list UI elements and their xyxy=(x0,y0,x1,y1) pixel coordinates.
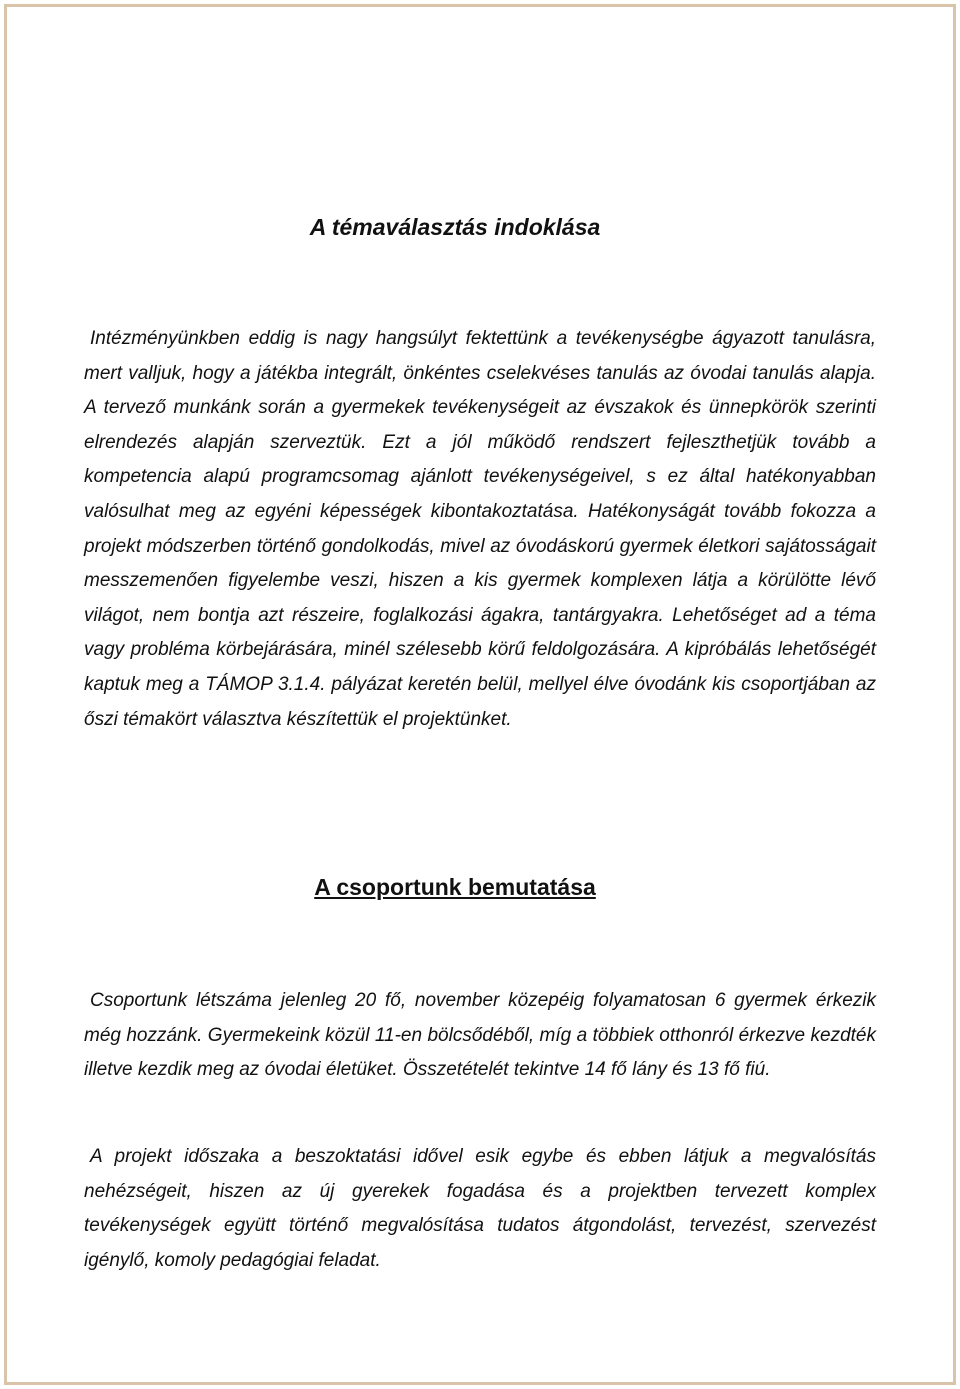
section-heading-topic-choice: A témaválasztás indoklása xyxy=(309,214,601,240)
section-heading-group: A csoportunk bemutatása xyxy=(314,874,596,900)
paragraph-text: A projekt időszaka a beszoktatási idővel esik egybe és ebben látjuk a megvalósítás nehézségeit, hiszen az új gyerekek fogadása és a projektben tervezett komplex tevékenységek együtt történő megvalósítása tudatos átgondolást, tervezést, szervezést igénylő, komoly pedagógiai feladat. xyxy=(84,1146,876,1271)
paragraph-project-period xyxy=(84,1140,876,1278)
paragraph-group-size xyxy=(84,984,876,1088)
paragraph-topic-choice xyxy=(84,322,876,737)
paragraph-text: Csoportunk létszáma jelenleg 20 fő, november közepéig folyamatosan 6 gyermek érkezik még hozzánk. Gyermekeink közül 11-en bölcsődéből, míg a többiek otthonról érkezve kezdték illetve kezdik meg az óvodai életüket. Összetételét tekintve 14 fő lány és 13 fő fiú. xyxy=(84,990,876,1081)
paragraph-text: Intézményünkben eddig is nagy hangsúlyt fektettünk a tevékenységbe ágyazott tanulásra, mert valljuk, hogy a játékba integrált, önkéntes cselekvéses tanulás az óvodai tanulás alapja. A tervező munkánk során a gyermekek tevékenységeit az évszakok és ünnepkörök szerinti elrendezés alapján szerveztük. Ezt a jól működő rendszert fejleszthetjük tovább a kompetencia alapú programcsomag ajánlott tevékenységeivel, s ez által hatékonyabban valósulhat meg az egyéni képességek kibontakoztatása. Hatékonyságát tovább fokozza a projekt módszerben történő gondolkodás, mivel az óvodáskorú gyermek életkori sajátosságait messzemenően figyelembe veszi, hiszen a kis gyermek komplexen látja a körülötte lévő világot, nem bontja azt részeire, foglalkozási ágakra, tantárgyakra. Lehetőséget ad a téma vagy probléma körbejárására, minél szélesebb körű feldolgozására. A kipróbálás lehetőségét kaptuk meg a TÁMOP 3.1.4. pályázat keretén belül, mellyel élve óvodánk kis csoportjában az őszi témakört választva készítettük el projektünket. xyxy=(84,328,876,730)
